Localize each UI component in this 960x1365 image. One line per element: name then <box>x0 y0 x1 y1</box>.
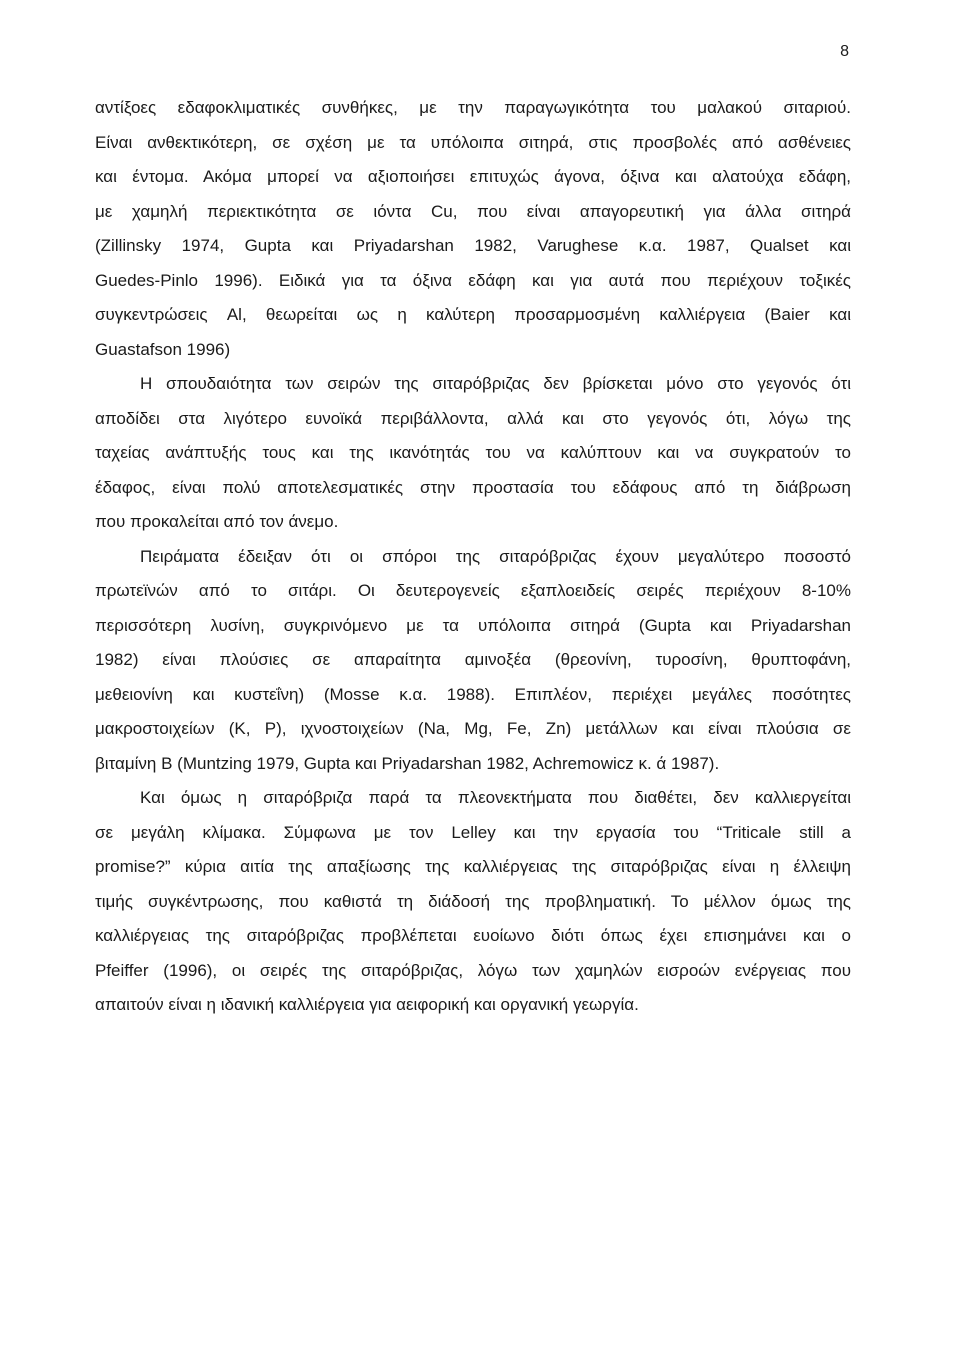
text-line: Η σπουδαιότητα των σειρών της σιταρόβριζας δεν βρίσκεται μόνο στο γεγονός ότι <box>140 374 851 393</box>
text-line: Guastafson 1996) <box>95 339 231 359</box>
paragraph-3 <box>95 540 851 782</box>
paragraph-4 <box>95 781 851 1023</box>
text-line: αποδίδει στα λιγότερο ευνοϊκά περιβάλλοντα, αλλά και στο γεγονός ότι, λόγω της <box>95 408 851 428</box>
document-body <box>95 91 851 1023</box>
page-number: 8 <box>840 43 849 60</box>
text-line: Pfeiffer (1996), οι σειρές της σιταρόβριζας, λόγω των χαμηλών εισροών ενέργειας που <box>95 960 851 980</box>
text-line: συγκεντρώσεις Al, θεωρείται ως η καλύτερη προσαρμοσμένη καλλιέργεια (Baier και <box>95 305 851 324</box>
text-line: Πειράματα έδειξαν ότι οι σπόροι της σιταρόβριζας έχουν μεγαλύτερο ποσοστό <box>140 546 851 566</box>
text-line: Και όμως η σιταρόβριζα παρά τα πλεονεκτήματα που διαθέτει, δεν καλλιεργείται <box>140 788 851 807</box>
text-line: βιταμίνη B (Muntzing 1979, Gupta και Priyadarshan 1982, Achremowicz κ. ά 1987). <box>95 753 720 773</box>
text-line: μεθειονίνη και κυστεΐνη) (Mosse κ.α. 1988). Επιπλέον, περιέχει μεγάλες ποσότητες <box>95 684 851 704</box>
text-line: 1982) είναι πλούσιες σε απαραίτητα αμινοξέα (θρεονίνη, τυροσίνη, θρυπτοφάνη, <box>95 650 851 669</box>
text-line: καλλιέργειας της σιταρόβριζας προβλέπεται ευοίωνο διότι όπως έχει επισημάνει και ο <box>95 926 851 945</box>
text-line: σε μεγάλη κλίμακα. Σύμφωνα με τον Lelley και την εργασία του “Triticale still a <box>95 822 851 842</box>
text-line: τιμής συγκέντρωσης, που καθιστά τη διάδοσή της προβληματική. Το μέλλον όμως της <box>95 891 851 911</box>
text-line: που προκαλείται από τον άνεμο. <box>95 512 339 531</box>
text-line: αντίξοες εδαφοκλιματικές συνθήκες, με την παραγωγικότητα του μαλακού σιταριού. <box>95 98 851 117</box>
text-line: πρωτεϊνών από το σιτάρι. Οι δευτερογενείς εξαπλοειδείς σειρές περιέχουν 8-10% <box>95 581 851 600</box>
text-line: μακροστοιχείων (K, P), ιχνοστοιχείων (Na, Mg, Fe, Zn) μετάλλων και είναι πλούσια σε <box>95 719 851 738</box>
text-line: ταχείας ανάπτυξής τους και της ικανότητάς του να καλύπτουν και να συγκρατούν το <box>95 443 851 462</box>
text-line: περισσότερη λυσίνη, συγκρινόμενο με τα υπόλοιπα σιτηρά (Gupta και Priyadarshan <box>95 615 851 635</box>
text-line: promise?” κύρια αιτία της απαξίωσης της καλλιέργειας της σιταρόβριζας είναι η έλλειψη <box>95 857 851 876</box>
text-line: με χαμηλή περιεκτικότητα σε ιόντα Cu, που είναι απαγορευτική για άλλα σιτηρά <box>95 201 851 221</box>
text-line: έδαφος, είναι πολύ αποτελεσματικές στην προστασία του εδάφους από τη διάβρωση <box>95 477 851 497</box>
text-line: (Zillinsky 1974, Gupta και Priyadarshan 1982, Varughese κ.α. 1987, Qualset και <box>95 236 851 255</box>
paragraph-2 <box>95 367 851 540</box>
text-line: Είναι ανθεκτικότερη, σε σχέση με τα υπόλοιπα σιτηρά, στις προσβολές από ασθένειες <box>95 132 851 152</box>
text-line: Guedes-Pinlo 1996). Ειδικά για τα όξινα εδάφη και για αυτά που περιέχουν τοξικές <box>95 270 851 290</box>
paragraph-1 <box>95 91 851 367</box>
text-line: και έντομα. Ακόμα μπορεί να αξιοποιήσει επιτυχώς άγονα, όξινα και αλατούχα εδάφη, <box>95 167 851 186</box>
text-line: απαιτούν είναι η ιδανική καλλιέργεια για αειφορική και οργανική γεωργία. <box>95 995 639 1014</box>
